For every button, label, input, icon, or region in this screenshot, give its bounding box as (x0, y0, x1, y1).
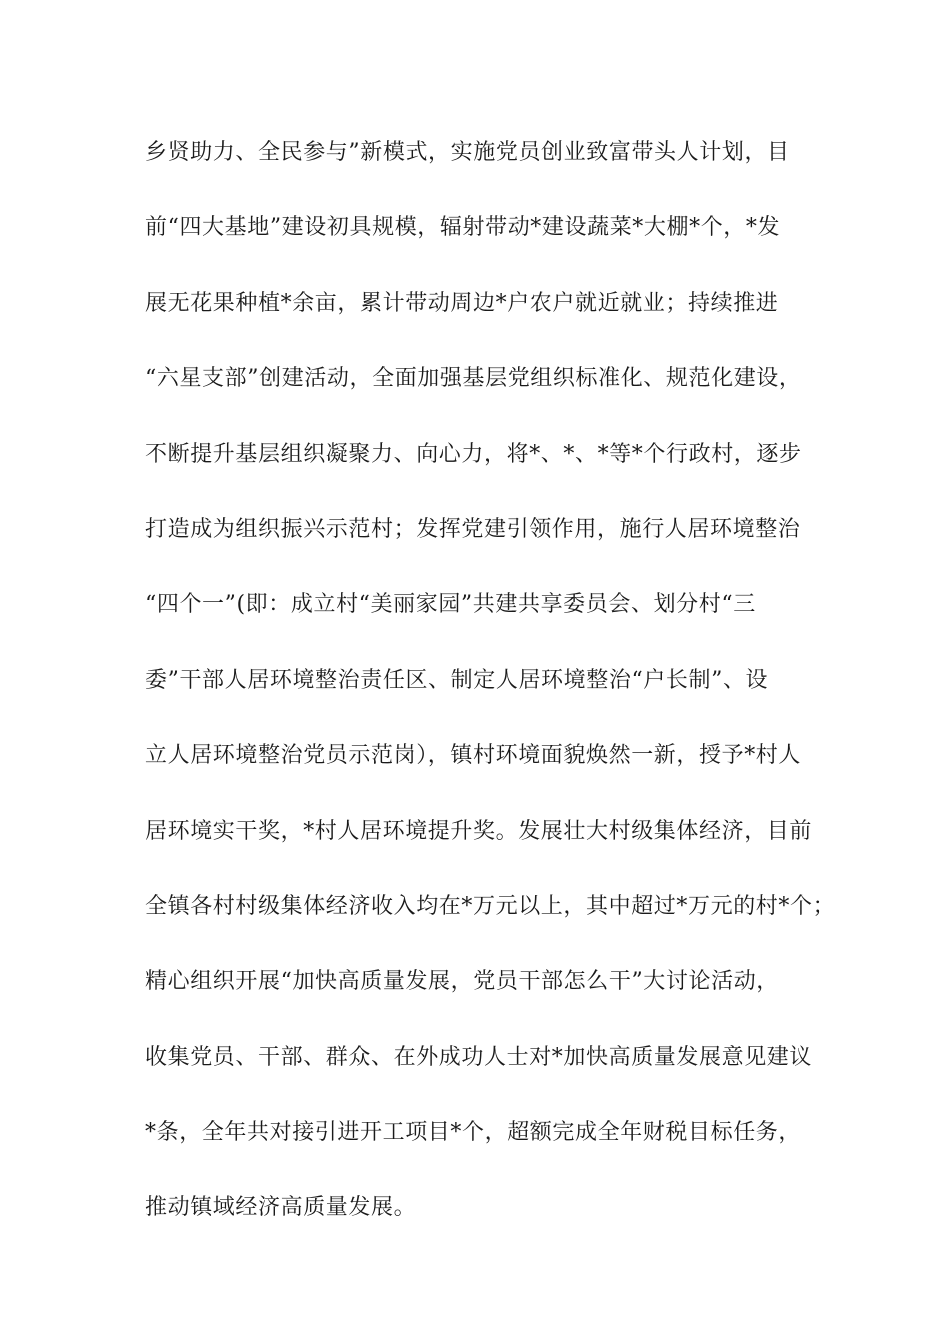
text-line: 立人居环境整治党员示范岗），镇村环境面貌焕然一新，授予*村人 (145, 743, 802, 769)
text-line: 乡贤助力、全民参与”新模式，实施党员创业致富带头人计划，目 (145, 140, 790, 165)
text-line: 前“四大基地”建设初具规模，辐射带动*建设蔬菜*大棚*个，*发 (145, 215, 781, 241)
document-body (145, 133, 836, 1264)
text-line: 委”干部人居环境整治责任区、制定人居环境整治“户长制”、设 (145, 667, 769, 693)
text-line: 打造成为组织振兴示范村；发挥党建引领作用，施行人居环境整治 (145, 516, 801, 542)
text-line: 不断提升基层组织凝聚力、向心力，将*、*、*等*个行政村，逐步 (145, 441, 802, 467)
text-line: 展无花果种植*余亩，累计带动周边*户农户就近就业；持续推进 (145, 290, 779, 316)
text-line: 收集党员、干部、群众、在外成功人士对*加快高质量发展意见建议 (145, 1044, 813, 1070)
text-line: 推动镇域经济高质量发展。 (145, 1195, 417, 1221)
text-line: 全镇各村村级集体经济收入均在*万元以上，其中超过*万元的村*个； (145, 893, 836, 919)
text-line: 精心组织开展“加快高质量发展，党员干部怎么干”大讨论活动， (145, 969, 779, 995)
text-line: *条，全年共对接引进开工项目*个，超额完成全年财税目标任务， (145, 1120, 802, 1146)
text-line: “六星支部”创建活动，全面加强基层党组织标准化、规范化建设， (145, 366, 802, 392)
text-line: “四个一”(即：成立村“美丽家园”共建共享委员会、划分村“三 (145, 592, 756, 618)
text-line: 居环境实干奖，*村人居环境提升奖。发展壮大村级集体经济，目前 (145, 818, 813, 844)
